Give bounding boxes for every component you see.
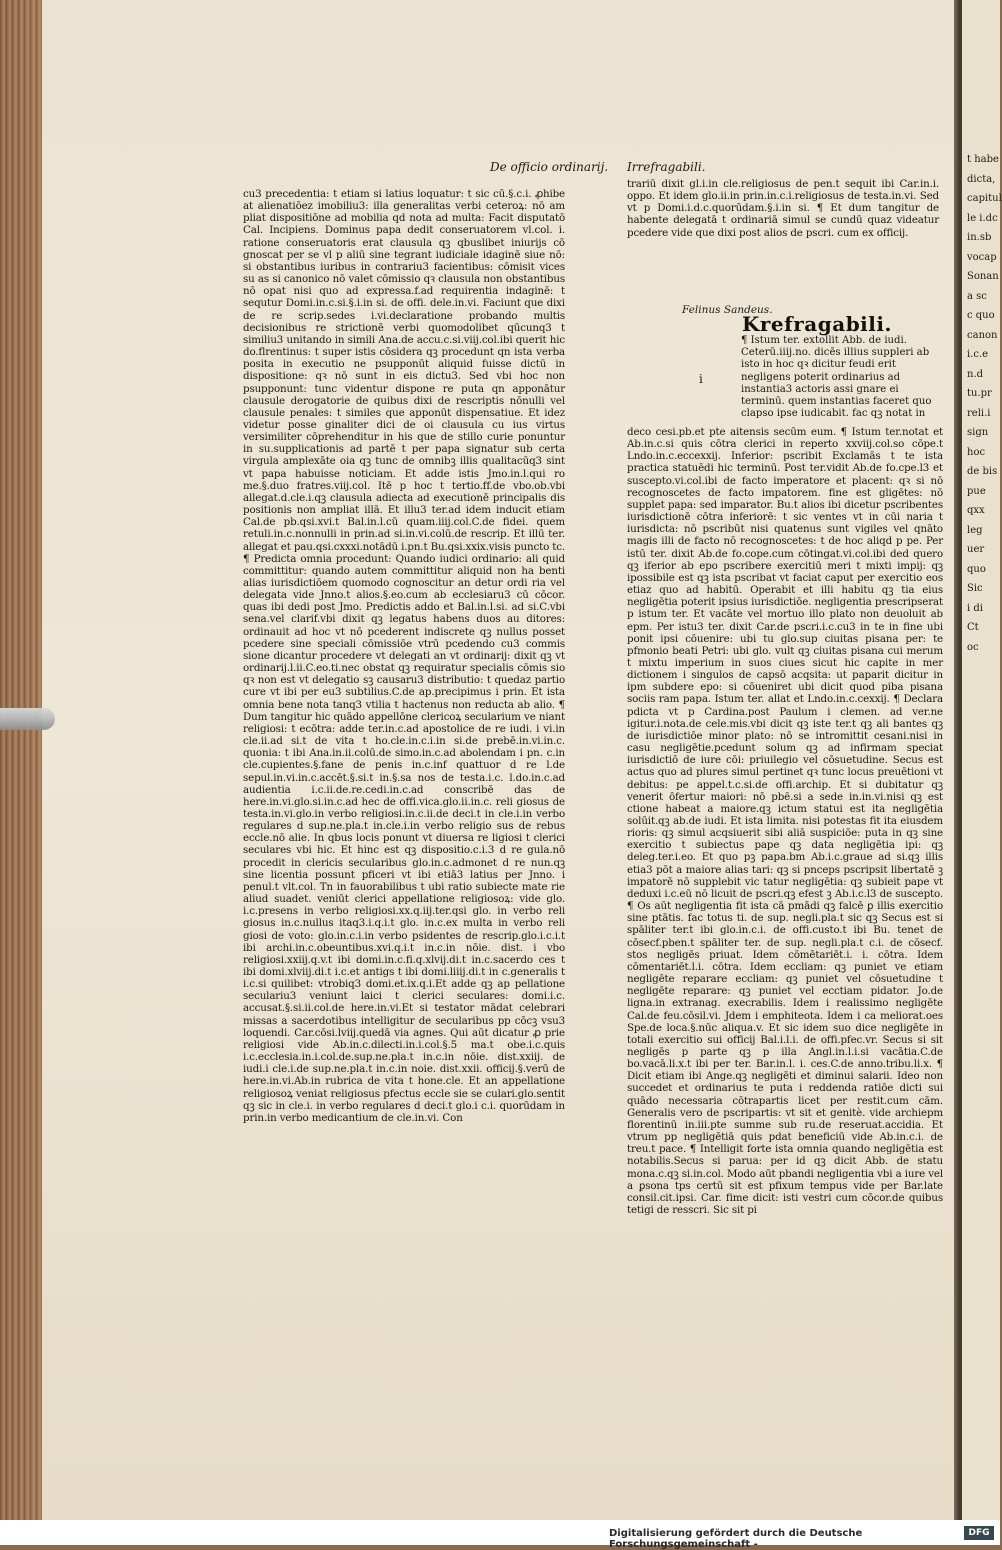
- rubric-heading: Krefragabili.: [742, 312, 892, 336]
- right-page-line: oc: [967, 641, 979, 653]
- book-clip: [0, 708, 55, 730]
- right-page-line: Ct: [967, 622, 979, 633]
- right-page-fragments: [967, 150, 1001, 657]
- right-page-line: t habe: [967, 154, 999, 165]
- dfg-logo: DFG: [964, 1526, 994, 1540]
- right-page-line: tu.pr: [967, 388, 992, 399]
- right-page-line: i.c.e: [967, 349, 989, 360]
- right-page-line: de bis: [967, 466, 998, 477]
- right-page-line: quo: [967, 563, 986, 575]
- right-page-line: capitul: [967, 193, 1002, 204]
- right-page-line: pue: [967, 485, 986, 497]
- right-page-line: sign: [967, 427, 989, 438]
- running-header-left: De officio ordinarij.: [490, 160, 609, 174]
- right-page-line: i di: [967, 602, 983, 614]
- right-page-line: qxx: [967, 505, 985, 516]
- right-page-line: le i.dc: [967, 212, 998, 224]
- right-page-line: c quo: [967, 310, 995, 321]
- left-text-column: cu3 precedentia: t etiam si latius loquatur: t sic cū.§.c.i. ꝓhibe at alienatiōez imobiliu3: illa generalitas verbi ceteroꝝ: nō am pliat dispositiōne ad mobilia qd nota ad multa: Facit disputatō Cal. Incipiens. Dominus papa dedit conseruatorem vl.col. i. ratione conseruatoris erat clausula qꝫ qbuslibet iniurijs cō gnoscat per se vl p aliū sine tegrant iudiciale idaginē siue nō: si obstantibus iuribus in contrariu3 facientibus: cōmisit vices su as si canonico nō valet cōmissio qꝛ clausula non obstantibus nō opat nisi quo ad expressa.f.ad requirentia indaginē: t sequtur Domi.in.c.si.§.i.in si. de offi. dele.in.vi. Faciunt que dixi de re scrip.sedes i.vi.declaratione probando multis decisionibus re strictionē verbi quomodolibet qūcunq3 t similiu3 unitando in simili Ana.de accu.c.si.viij.col.ibi querit hic do.flrentinus: t super istis cōsidera qꝫ procedunt qn ista verba posita in executio ne psupponūt aliquid fuisse dictū in dispositione: qꝛ nō sunt in eis dictu3. Sed vbi hoc non psupponunt: tunc videntur dispone re puta qn apponātur clausule derogatorie de quibus dixi de rescriptis nōnulli vel clausule penales: t similes que apponūt dispensatiue. Et idez videtur posse ginaliter dici de oi clausula cu ius virtus versimiliter cōprehenditur in his que de stillo curie ponuntur in su.supplicationis ad partē t per papa signatur sub certa virgula amplexāte oia qꝫ tunc de omnibꝫ illis qualitacūq3 sint vt papa habuisse noticiam. Et adde istis Jmo.in.l.qui ro me.§.duo fratres.viij.col. Itē p hoc t tertio.ff.de vbo.ob.vbi allegat.d.cle.i.qꝫ clausula adiecta ad executionē principalis dis positionis non ampliat illā. Et illu3 ter.ad idem inducit etiam Cal.de pb.qsi.xvi.t Bal.in.l.cū quam.iiij.col.C.de fidei. quem retuli.in.c.nonnulli in prin.ad si.in.vi.colū.de rescrip. Et illū ter. allegat et pau.qsi.cxxxi.notādū i.pn.t Bu.qsi.xxix.visis puncto tc. ¶ Predicta omnia procedunt: Quando iudici ordinario: ali quid committitur: quando autem committitur aliquid non ha benti alias iurisdictiōem quomodo cognoscitur an detur ordi ria vel delegata vide Jnno.t alios.§.eo.cum ab ecclesiaru3 cū cōcor. quas ibi dedi post Jmo. Predictis addo et Bal.in.l.si. ad si.C.vbi sena.vel clarif.vbi dixit qꝫ legatus habens duos au ditores: ordinauit ad hoc vt nō pcederent indiscrete qꝫ nullus posset pcedere sine speciali cōmissiōe vtrū pcedendo cu3 commis sione dicantur procedere vt delegati an vt ordinarij: dixit qꝫ vt ordinarij.l.ii.C.eo.ti.nec obstat qꝫ requiratur specialis cōmis sio qꝛ non est vt delegatio sꝫ causaru3 distributio: t quedaz partio cure vt ibi per eu3 subtilius.C.de ap.precipimus i prin. Et ista omnia bene nota tanq3 vtilia t hactenus non reducta ab alio. ¶ Dum tangitur hic quādo appellōne clericoꝝ secularium ve niant religiosi: t ecōtra: adde ter.in.c.ad apostolice de re iudi. i vi.in cle.ii.ad si.t de vita t ho.cle.in.c.i.in si.de prebē.in.vi.in.c. quonia: t ibi Ana.in.ii.colū.de simo.in.c.ad abolendam i pn. c.in cle.cupientes.§.fane de penis in.c.inf quattuor d re l.de sepul.in.vi.in.c.accēt.§.si.t in.§.sa nos de testa.i.c. l.do.in.c.ad audientia i.c.ii.de.re.cedi.in.c.ad conscribē das de here.in.vi.glo.si.in.c.ad hec de offi.vica.glo.ii.in.c. reli giosus de testa.in.vi.glo.in verbo religiosi.in.c.ii.de deci.t in cle.i.in verbo regulares d sup.ne.pla.t in.cle.i.in verbo religio sus de rebus eccle.nō alie. In qbus locis ponunt vt diuersa re ligiosi t clerici seculares vbi hic. Et hinc est qꝫ dispositio.c.i.3 d re gula.nō procedit in clericis secularibus glo.in.c.admonet d re nun.qꝫ sine licentia possunt pficeri vt ibi etiā3 latius per Jnno. i penul.t vlt.col. Tn in fauorabilibus t ubi ratio subiecte mate rie aliud suadet. veniūt clerici appellatione religiosoꝝ: vide glo. i.c.presens in verbo religiosi.xx.q.iij.ter.qsi glo. in verbo reli giosus in.c.nullus itaq3.i.q.i.t glo. in.c.ex multa in verbo reli giosi de voto: glo.in.c.i.in verbo psidentes de rescrip.glo.i.c.i.t ibi archi.in.c.obeuntibus.xvi.q.i.t in.c.in nōie. dist. i vbo religiosi.xxiij.q.v.t ibi domi.in.c.fi.q.xlvij.di.t in.c.sacerdo ces t ibi domi.xlviij.di.t i.c.et antigs t ibi domi.liiij.di.t in c.generalis t i.c.si quilibet: vtrobiq3 domi.et.ix.q.i.Et adde qꝫ ap pellatione seculariu3 veniunt laici t clerici seculares: domi.i.c. accusat.§.si.ii.col.de here.in.vi.Et si testator mādat celebrari missas a sacerdotibus intelligitur de secularibus pp cōcꝫ vsu3 loquendi. Car.cōsi.lviij.quedā via agnes. Qui aūt dicatur ꝓ prie religiosi vide Ab.in.c.dilecti.in.i.col.§.5 ma.t obe.i.c.quis i.c.ecclesia.in.i.col.de.sup.ne.pla.t in.c.in nōie. dist.xxiij. de iudi.i cle.i.de sup.ne.pla.t in.c.in noie. dist.xxii. officij.§.verū de here.in.vi.Ab.in rubrica de vita t hone.cle. Et an appellatione religiosoꝝ veniat religiosus pfectus eccle sie se culari.glo.sentit qꝫ sic in cle.i. in verbo regulares d deci.t glo.i c.i. quorūdam in prin.in verbo medicantium de cle.in.vi. Con: [243, 188, 565, 1124]
- right-page-line: leg: [967, 524, 983, 536]
- right-page-line: a sc: [967, 290, 987, 302]
- right-column-body: deco cesi.pb.et pte aitensis secūm eum. ¶ Istum ter.notat et Ab.in.c.si quis cōtra clerici in reperto xxviij.col.so cōpe.t Lndo.in.c.eccexxij. Inferior: pscribit Exclamās t te ista practica statuēdi hic terminū. Post ter.vidit Ab.de fo.cpe.l3 et suscepto.vi.col.ibi de facto imperatore et placent: qꝛ si nō recognoscetes de facto impatorem. fine est gligētes: nō supplet papa: sed imparator. Bu.t alios ibi dicetur pscribentes iurisdictionē cōtra inferiorē: t sic ventes vt in cūi naria t iurisdicta: nō pscribūt nisi quatenus sunt vigiles vel qnāto magis illi de facto nō recognoscetes: t de hoc aliqd p pe. Per istū ter. dixit Ab.de fo.cope.cum cōtingat.vi.col.ibi ded quero qꝫ iferior ab epo pscribere exercitiū meri t mixti impij: qꝫ ipossibile est qꝫ ista pscribat vt faciat caput per exercitio eos etiaz quo ad habitū. Operabit et illi habitu qꝫ tia eius negligētia poterit ipsius iurisdictiōe. negligentia prescripserat p istum ter. Et vacāte vel mortuo illo plato non deuoluit ab epm. Per istu3 ter. dixit Car.de pscri.i.c.cu3 in te in fine ubi ponit ipsi cōuenire: ubi tu glo.sup ciuitas pisana per: te pfmonio beati Petri: ubi glo. vult qꝫ ciuitas pisana cui merum t mixtu imperium in suos ciues sicut hic capite in mer dictionem i singulos de capsō acqsita: ut paparit dicitur in ipm subdere epo: si cōueniret ubi dicit quod piba pisana sociis ram papa. Istum ter. allat et Lndo.in.c.cexxij. ¶ Declara pdicta vt p Cardina.post Paulum i clemen. ad ver.ne igitur.i.nota.de cele.mis.vbi dicit qꝫ iste ter.t qꝫ ali bantes qꝫ de iurisdictiōe minor plato: nō se intromittit cesani.nisi in casu negligētie.pcedunt solum qꝫ ad infirmam speciat iurisdictiō de iure cōi: priuilegio vel cōsuetudine. Secus est actus quo ad plures simul pertinet qꝛ tunc locus preuētioni vt debitus: pe appel.t.c.si.de offi.archip. Et si dubitatur qꝫ venerit ōfertur maiori: nō pbē.si a sede in.in.vi.nisi qꝫ est ctione habeat a maiore.qꝫ ictum statui est ita negligētia solūit.qꝫ ab.de iudi. Et ista limita. nisi potestas fit ita eiusdem rioris: qꝫ simul acqsiuerit sibi aliā suspiciōe: puta in qꝫ sine exercitio t subiectus pape qꝫ data negligētia ipi: qꝫ deleg.ter.i.eo. Et quo pꝫ papa.bm Ab.i.c.graue ad si.qꝫ illis etia3 pōt a maiore alias tari: qꝫ si pnceps pscripsit libertatē ꝫ impatorē nō supplebit vic tatur negligētia: qꝫ subieit pape vt deduxi i.c.eū nō licuit de pscri.qꝫ efest ꝫ Ab.i.c.l3 de suscepto. ¶ Os aūt negligentia fit ista cā pmādi qꝫ falcē ꝑ illis exercitio sine ptātis. fac totus ti. de sup. negli.pla.t sic qꝫ Secus est si spāliter ter.t ibi glo.in.c.i. de offi.custo.t ibi Bu. tenet de cōsecf.pben.t spāliter ter. de sup. negli.pla.t c.i. de cōsecf. stos negligēs priuat. Idem cōmētariēt.i. i. cōtra. Idem cōmentariēt.l.i. cōtra. Idem eccliam: qꝫ puniet ve etiam negligēte reparare eccliam: qꝫ puniet vel cōsuetudine t negligēte reparare: qꝫ puniet vel ecctiam pidator. Jo.de ligna.in extranag. execrabilis. Idem i realissimo negligēte Cal.de feu.cōsil.vi. Jdem i emphiteota. Idem i ca meliorat.oes Spe.de loca.§.nūc aliqua.v. Et sic idem suo dice negligēte in totali exercitio sui officij Bal.i.l.i. de offi.pfec.vr. Secus si sit negligēs p parte qꝫ p illa Angl.in.l.i.si vacātia.C.de bo.vacā.li.x.t ibi per ter. Bar.in.l. i. ces.C.de anno.tribu.li.x. ¶ Dicit etiam ibi Ange.qꝫ negligēti et diminui salarii. Ideo non succedet et ordinarius te puta i reddenda ratiōe dicti sui quādo necessaria cōtrapartis licet per restit.cum cām. Generalis vero de pscripartis: vt sit et genitè. vide archiepm florentinū in.iii.pte summe sub ru.de reseruat.accidia. Et vtrum pp negligētiā quis pdat beneficiū vide Ab.in.c.i. de treu.t pace. ¶ Intelligit forte ista omnia quando negligētia est notabilis.Secus si parua: per id qꝫ dicit Abb. de statu mona.c.qꝫ si.in.col. Modo aūt pbandi negligentia vbi a iure vel a ꝑsona tps certū sit est pfixum tempus vide per Bar.late consil.cit.ipsi. Car. fime dicit: isti vestri cum cōcor.de quibus tetigi de resscri. Sic sit pi: [627, 426, 943, 1216]
- right-page-line: reli.i: [967, 407, 991, 419]
- right-page-line: canon: [967, 329, 998, 341]
- right-page-line: uer: [967, 544, 985, 555]
- right-page-line: dicta,: [967, 173, 996, 185]
- right-page-line: Sic: [967, 583, 983, 594]
- right-page-line: Sonan: [967, 271, 999, 282]
- footer-credit: Digitalisierung gefördert durch die Deutsche Forschungsgemeinschaft -: [609, 1528, 863, 1550]
- page-edges: [0, 0, 44, 1545]
- right-page-line: hoc: [967, 446, 986, 458]
- margin-marker: i: [699, 372, 703, 386]
- right-column-top: trariū dixit gl.i.in cle.religiosus de pen.t sequit ibi Car.in.i. oppo. Et idem glo.ii.in prin.in.c.i.religiosus de testa.in.vi. Sed vt p Domi.i.d.c.quorūdam.§.i.in si. ¶ Et dum tangitur de habente delegatā t ordinariā simul se cundū quaz videatur pcedere vide que dixi post alios de pscri. cum ex officij.: [627, 178, 939, 239]
- right-page-line: in.sb: [967, 232, 992, 243]
- right-page-line: n.d: [967, 368, 984, 380]
- rubric-gloss: ¶ Istum ter. extollit Abb. de iudi. Ceterū.iiij.no. dicēs illius suppleri ab isto in hoc qꝛ dicitur feudi erit negligens poterit ordinarius ad instantia3 actoris assi gnare ei terminū. quem instantias faceret quo clapso ipse iudicabit. fac qꝫ notat in: [741, 335, 932, 420]
- right-page-line: vocap: [967, 251, 997, 263]
- running-header-right: Irrefragabili.: [627, 160, 706, 174]
- commentator-name: Felinus Sandeus.: [682, 304, 773, 316]
